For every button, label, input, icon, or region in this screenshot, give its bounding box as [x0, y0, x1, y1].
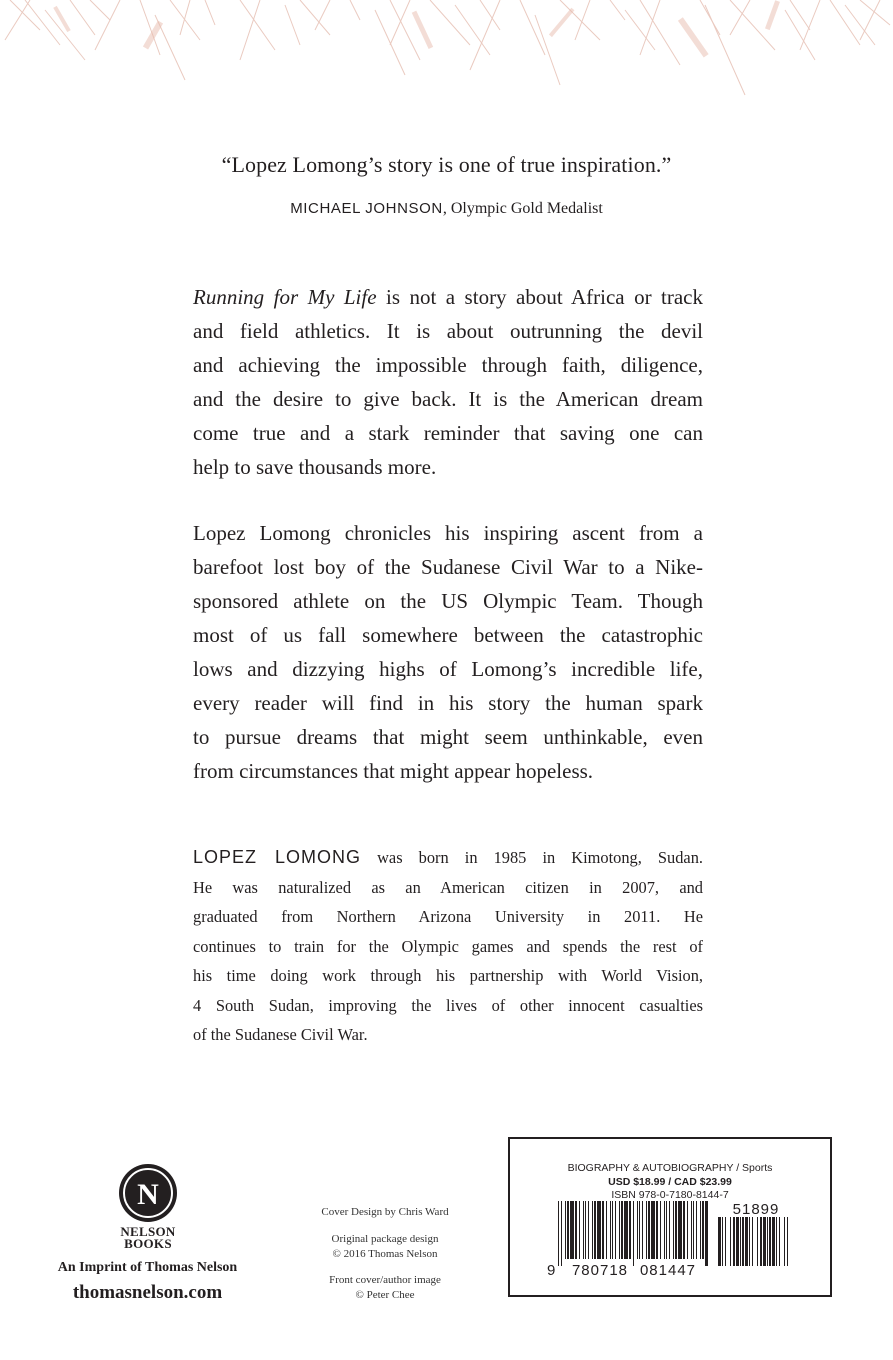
barcode-bar	[673, 1201, 674, 1259]
barcode-bar	[705, 1201, 708, 1266]
cover-texture	[0, 0, 893, 110]
barcode-bar	[610, 1201, 611, 1259]
cover-design-credit: Cover Design by Chris Ward	[321, 1206, 449, 1218]
barcode-bar	[745, 1217, 748, 1266]
publisher-logo-text	[98, 1226, 198, 1250]
barcode-bar	[696, 1201, 697, 1259]
barcode-bar	[666, 1201, 667, 1259]
barcode-bar	[767, 1217, 768, 1266]
text-line: and the desire to give back. It is the American dream	[193, 387, 703, 411]
text-line: He was naturalized as an American citizen in 2007, and	[193, 877, 703, 897]
text-line: from circumstances that might appear hopeless.	[193, 759, 594, 783]
text-line: and achieving the impossible through faith, diligence,	[193, 353, 703, 377]
endorsement-attribution	[0, 200, 893, 218]
text-line: every reader will find in his story the human spark	[193, 691, 703, 715]
logo-line-2: BOOKS	[124, 1236, 172, 1251]
barcode-bar	[606, 1201, 607, 1259]
barcode-bar	[588, 1201, 589, 1259]
barcode-bar	[597, 1201, 601, 1259]
text-line: Running for My Life is not a story about Africa or track	[193, 285, 704, 309]
barcode-bar	[757, 1217, 758, 1266]
barcode-bar	[664, 1201, 665, 1259]
barcode-bars	[558, 1201, 708, 1266]
barcode-digit-first: 9	[547, 1262, 556, 1279]
barcode-bar	[718, 1217, 721, 1266]
author-bio	[193, 843, 703, 1050]
barcode-bar	[675, 1201, 677, 1259]
barcode-bar	[660, 1201, 661, 1259]
barcode-bar	[594, 1201, 596, 1259]
barcode-bar	[687, 1201, 688, 1259]
barcode-bar	[558, 1201, 559, 1266]
package-design-credit: Original package design © 2016 Thomas Nelson	[331, 1233, 439, 1260]
barcode-bar	[579, 1201, 580, 1259]
barcode	[547, 1201, 790, 1281]
endorsement-quote: “Lopez Lomong’s story is one of true inspiration.”	[221, 152, 672, 177]
barcode-bar	[691, 1201, 692, 1259]
publisher-website: thomasnelson.com	[72, 1282, 223, 1303]
barcode-bar	[678, 1201, 682, 1259]
barcode-bar	[619, 1201, 620, 1259]
barcode-bar	[629, 1201, 631, 1259]
description-paragraph-1	[193, 280, 703, 484]
barcode-bar	[624, 1201, 628, 1259]
logo-letter: N	[137, 1178, 159, 1211]
barcode-bar	[646, 1201, 647, 1259]
barcode-bar	[615, 1201, 616, 1259]
barcode-bar	[742, 1217, 744, 1266]
barcode-bar	[639, 1201, 640, 1259]
text-line: continues to train for the Olympic games and spends the rest of	[193, 936, 703, 956]
barcode-bar	[749, 1217, 750, 1266]
text-line: help to save thousands more.	[193, 455, 437, 479]
barcode-bar	[683, 1201, 685, 1259]
barcode-digits-right: 081447	[639, 1262, 697, 1279]
barcode-bar	[700, 1201, 701, 1259]
barcode-bar	[784, 1217, 785, 1266]
imprint-line: An Imprint of Thomas Nelson	[57, 1260, 238, 1275]
attribution-name: MICHAEL JOHNSON	[290, 200, 443, 217]
barcode-bar	[642, 1201, 643, 1259]
barcode-bar	[763, 1217, 766, 1266]
attribution-separator: ,	[442, 200, 451, 217]
text-line: his time doing work through his partnership with World Vision,	[193, 966, 703, 985]
barcode-bar	[633, 1201, 634, 1266]
barcode-bar	[772, 1217, 775, 1266]
author-name: LOPEZ LOMONG	[193, 847, 362, 867]
attribution-title: Olympic Gold Medalist	[450, 200, 603, 217]
text-line: sponsored athlete on the US Olympic Team. Though	[193, 589, 703, 613]
nelson-logo-icon	[118, 1163, 178, 1223]
text-line: of the Sudanese Civil War.	[193, 1025, 368, 1044]
barcode-bar	[583, 1201, 584, 1259]
text-line: come true and a stark reminder that saving one can	[193, 421, 703, 445]
barcode-bar	[561, 1201, 562, 1266]
text-line: graduated from Northern Arizona University in 2011. He	[193, 907, 703, 926]
text-line: Lopez Lomong chronicles his inspiring ascent from a	[193, 521, 703, 545]
barcode-bar	[567, 1201, 569, 1259]
book-title: Running for My Life	[193, 285, 377, 309]
barcode-bar	[602, 1201, 604, 1259]
bisac-category: BIOGRAPHY & AUTOBIOGRAPHY / Sports	[567, 1162, 773, 1174]
logo-line-1: NELSON	[120, 1224, 176, 1239]
barcode-bar	[760, 1217, 762, 1266]
addon-barcode-bars	[718, 1217, 788, 1266]
barcode-bar	[637, 1201, 638, 1259]
barcode-bar	[693, 1201, 694, 1259]
description-paragraph-2	[193, 516, 703, 788]
barcode-bar	[736, 1217, 739, 1266]
text-line: LOPEZ LOMONG was born in 1985 in Kimotong, Sudan.	[193, 847, 703, 867]
barcode-bar	[656, 1201, 658, 1259]
barcode-bar	[769, 1217, 771, 1266]
barcode-bar	[730, 1217, 731, 1266]
barcode-box	[508, 1137, 832, 1297]
isbn-label: ISBN 978-0-7180-8144-7	[611, 1189, 729, 1201]
barcode-bar	[733, 1217, 735, 1266]
barcode-bar	[592, 1201, 593, 1259]
barcode-bar	[779, 1217, 780, 1266]
barcode-bar	[702, 1201, 704, 1259]
text-line: and field athletics. It is about outrunning the devil	[193, 319, 703, 343]
text-line: 4 South Sudan, improving the lives of other innocent casualties	[193, 995, 703, 1015]
image-credit: Front cover/author image © Peter Chee	[329, 1274, 441, 1301]
barcode-bar	[648, 1201, 650, 1259]
barcode-addon-digits: 51899	[732, 1201, 780, 1218]
text-line: most of us fall somewhere between the catastrophic	[193, 623, 703, 647]
barcode-bar	[570, 1201, 574, 1259]
text-line: barefoot lost boy of the Sudanese Civil War to a Nike-	[193, 555, 703, 579]
price-label: USD $18.99 / CAD $23.99	[608, 1176, 732, 1188]
barcode-bar	[740, 1217, 741, 1266]
barcode-bar	[776, 1217, 777, 1266]
barcode-bar	[722, 1217, 723, 1266]
barcode-bar	[585, 1201, 586, 1259]
barcode-bar	[725, 1217, 726, 1266]
barcode-digits-left: 780718	[571, 1262, 629, 1279]
barcode-bar	[787, 1217, 788, 1266]
barcode-bar	[575, 1201, 577, 1259]
text-line: to pursue dreams that might seem unthinkable, even	[193, 725, 703, 749]
barcode-bar	[612, 1201, 613, 1259]
barcode-bar	[669, 1201, 670, 1259]
barcode-bar	[752, 1217, 753, 1266]
barcode-bar	[651, 1201, 655, 1259]
barcode-bar	[565, 1201, 566, 1259]
text-line: lows and dizzying highs of Lomong’s incredible life,	[193, 657, 703, 681]
barcode-bar	[621, 1201, 623, 1259]
